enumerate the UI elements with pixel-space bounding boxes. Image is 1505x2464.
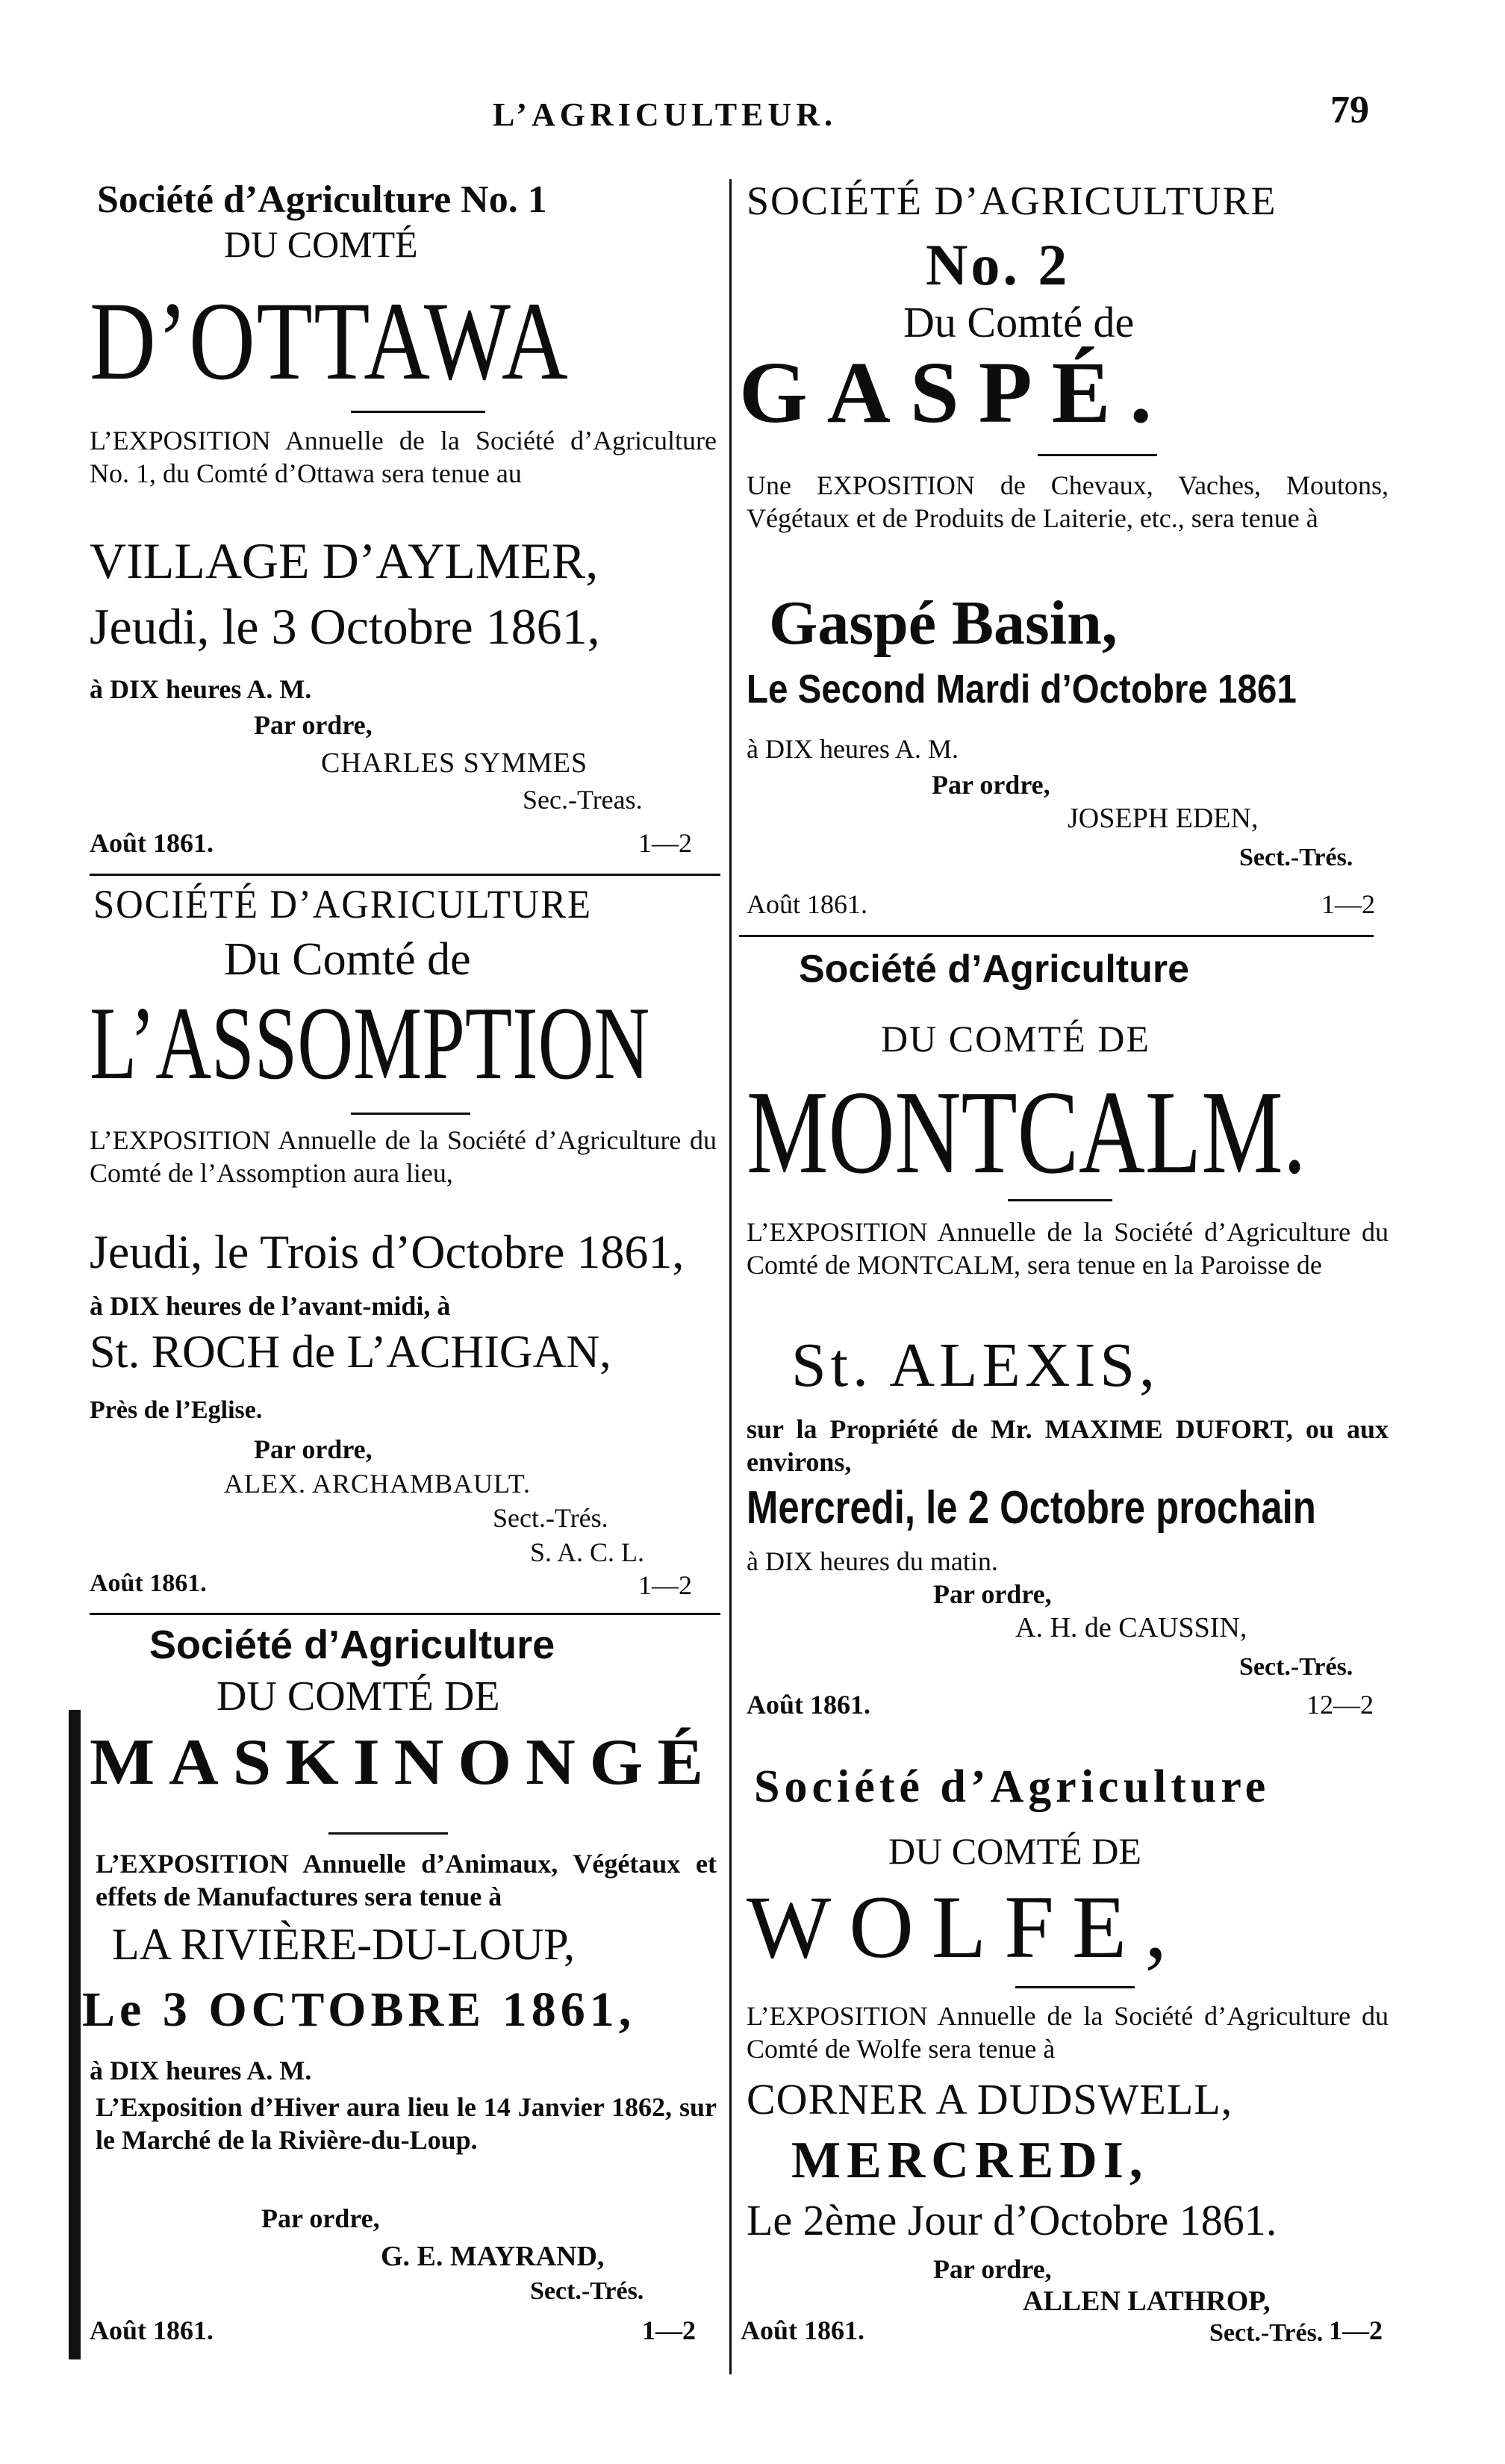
ottawa-place: VILLAGE D’AYLMER, <box>90 532 599 589</box>
ottawa-month: Août 1861. <box>90 828 214 858</box>
ottawa-title: Sec.-Treas. <box>523 785 643 815</box>
wolfe-body: L’EXPOSITION Annuelle de la Société d’Agriculture du Comté de Wolfe sera tenue à <box>747 2001 1389 2064</box>
gaspe-number: No. 2 <box>926 232 1071 297</box>
gaspe-date: Le Second Mardi d’Octobre 1861 <box>747 667 1297 712</box>
page-number: 79 <box>1330 89 1369 131</box>
ottawa-date: Jeudi, le 3 Octobre 1861, <box>90 598 600 655</box>
montcalm-rule <box>1008 1199 1112 1201</box>
section-rule <box>90 1613 720 1615</box>
assomption-date: Jeudi, le Trois d’Octobre 1861, <box>90 1225 685 1278</box>
gaspe-heading: SOCIÉTÉ D’AGRICULTURE <box>747 178 1277 223</box>
wolfe-subheading: DU COMTÉ DE <box>888 1830 1141 1872</box>
maskinonge-order: Par ordre, <box>261 2203 380 2233</box>
montcalm-order: Par ordre, <box>933 1579 1052 1609</box>
wolfe-heading: Société d’Agriculture <box>754 1761 1271 1812</box>
gaspe-issue: 1—2 <box>1321 889 1375 919</box>
gaspe-order: Par ordre, <box>932 770 1050 800</box>
maskinonge-issue: 1—2 <box>642 2315 696 2345</box>
maskinonge-signer: G. E. MAYRAND, <box>381 2241 605 2272</box>
ottawa-subheading: DU COMTÉ <box>224 223 418 265</box>
montcalm-place: St. ALEXIS, <box>791 1331 1160 1400</box>
assomption-heading: SOCIÉTÉ D’AGRICULTURE <box>93 882 592 927</box>
ottawa-issue: 1—2 <box>638 828 692 858</box>
wolfe-place: CORNER A DUDSWELL, <box>747 2075 1233 2124</box>
column-divider <box>729 179 732 2374</box>
maskinonge-date: Le 3 OCTOBRE 1861, <box>82 1982 636 2037</box>
wolfe-rule <box>1015 1986 1135 1988</box>
wolfe-date: Le 2ème Jour d’Octobre 1861. <box>747 2196 1277 2244</box>
gaspe-body: Une EXPOSITION de Chevaux, Vaches, Moutons, Végétaux et de Produits de Laiterie, etc., sera tenue à <box>747 470 1389 533</box>
assomption-issue: 1—2 <box>638 1570 692 1600</box>
montcalm-month: Août 1861. <box>747 1690 871 1720</box>
maskinonge-note: L’Exposition d’Hiver aura lieu le 14 Janvier 1862, sur le Marché de la Rivière-du-Loup. <box>96 2092 717 2155</box>
assomption-order: Par ordre, <box>254 1434 373 1464</box>
ottawa-order: Par ordre, <box>254 710 373 740</box>
print-edge-mark <box>69 1710 81 2359</box>
wolfe-order: Par ordre, <box>933 2254 1052 2284</box>
montcalm-body2: sur la Propriété de Mr. MAXIME DUFORT, ou aux environs, <box>747 1414 1389 1477</box>
montcalm-title: Sect.-Trés. <box>1239 1653 1353 1681</box>
maskinonge-time: à DIX heures A. M. <box>90 2056 312 2085</box>
assomption-org: S. A. C. L. <box>530 1537 645 1567</box>
assomption-title: Sect.-Trés. <box>493 1503 608 1533</box>
assomption-near: Près de l’Eglise. <box>90 1396 263 1424</box>
assomption-time: à DIX heures de l’avant-midi, à <box>90 1291 451 1321</box>
assomption-county: L’ASSOMPTION <box>90 986 650 1101</box>
section-rule <box>739 935 1374 937</box>
maskinonge-body: L’EXPOSITION Annuelle d’Animaux, Végétaux et effets de Manufactures sera tenue à <box>96 1849 717 1911</box>
montcalm-subheading: DU COMTÉ DE <box>881 1018 1150 1060</box>
maskinonge-subheading: DU COMTÉ DE <box>216 1673 500 1720</box>
assomption-month: Août 1861. <box>90 1569 207 1597</box>
maskinonge-month: Août 1861. <box>90 2315 214 2345</box>
maskinonge-heading: Société d’Agriculture <box>149 1623 555 1667</box>
gaspe-signer: JOSEPH EDEN, <box>1068 803 1259 834</box>
montcalm-time: à DIX heures du matin. <box>747 1546 998 1576</box>
montcalm-date: Mercredi, le 2 Octobre prochain <box>747 1482 1316 1534</box>
running-title: L’AGRICULTEUR. <box>493 96 837 133</box>
gaspe-month: Août 1861. <box>747 889 867 919</box>
gaspe-place: Gaspé Basin, <box>769 588 1118 658</box>
ottawa-signer: CHARLES SYMMES <box>321 747 588 779</box>
wolfe-signer: ALLEN LATHROP, <box>1023 2286 1271 2317</box>
maskinonge-place: LA RIVIÈRE-DU-LOUP, <box>112 1920 575 1969</box>
montcalm-county: MONTCALM. <box>747 1065 1306 1198</box>
ottawa-heading: Société d’Agriculture No. 1 <box>97 178 547 221</box>
maskinonge-title: Sect.-Trés. <box>530 2277 644 2305</box>
section-rule <box>90 874 720 876</box>
ottawa-body: L’EXPOSITION Annuelle de la Société d’Agriculture No. 1, du Comté d’Ottawa sera tenue au <box>90 426 717 488</box>
assomption-place: St. ROCH de L’ACHIGAN, <box>90 1327 611 1378</box>
gaspe-rule <box>1038 454 1157 456</box>
montcalm-body: L’EXPOSITION Annuelle de la Société d’Agriculture du Comté de MONTCALM, sera tenue en la Paroisse de <box>747 1217 1389 1280</box>
montcalm-issue: 12—2 <box>1306 1690 1374 1720</box>
ottawa-county: D’OTTAWA <box>90 279 570 403</box>
gaspe-time: à DIX heures A. M. <box>747 734 959 764</box>
montcalm-heading: Société d’Agriculture <box>799 948 1189 991</box>
wolfe-title: Sect.-Trés. <box>1209 2319 1324 2347</box>
assomption-body: L’EXPOSITION Annuelle de la Société d’Agriculture du Comté de l’Assomption aura lieu, <box>90 1125 717 1188</box>
wolfe-county: WOLFE, <box>747 1877 1185 1976</box>
ottawa-time: à DIX heures A. M. <box>90 674 312 704</box>
assomption-signer: ALEX. ARCHAMBAULT. <box>224 1469 532 1499</box>
gaspe-subheading: Du Comté de <box>903 298 1135 346</box>
maskinonge-rule <box>328 1832 448 1835</box>
ottawa-rule <box>351 411 485 413</box>
montcalm-signer: A. H. de CAUSSIN, <box>1015 1612 1247 1643</box>
wolfe-day: MERCREDI, <box>791 2132 1149 2189</box>
wolfe-month: Août 1861. <box>741 2315 865 2345</box>
gaspe-county: GASPÉ. <box>739 343 1171 441</box>
assomption-subheading: Du Comté de <box>224 934 471 985</box>
wolfe-issue: 1—2 <box>1329 2315 1383 2345</box>
gaspe-title: Sect.-Trés. <box>1239 844 1353 871</box>
maskinonge-county: MASKINONGÉ <box>90 1726 718 1799</box>
assomption-rule <box>351 1113 470 1115</box>
